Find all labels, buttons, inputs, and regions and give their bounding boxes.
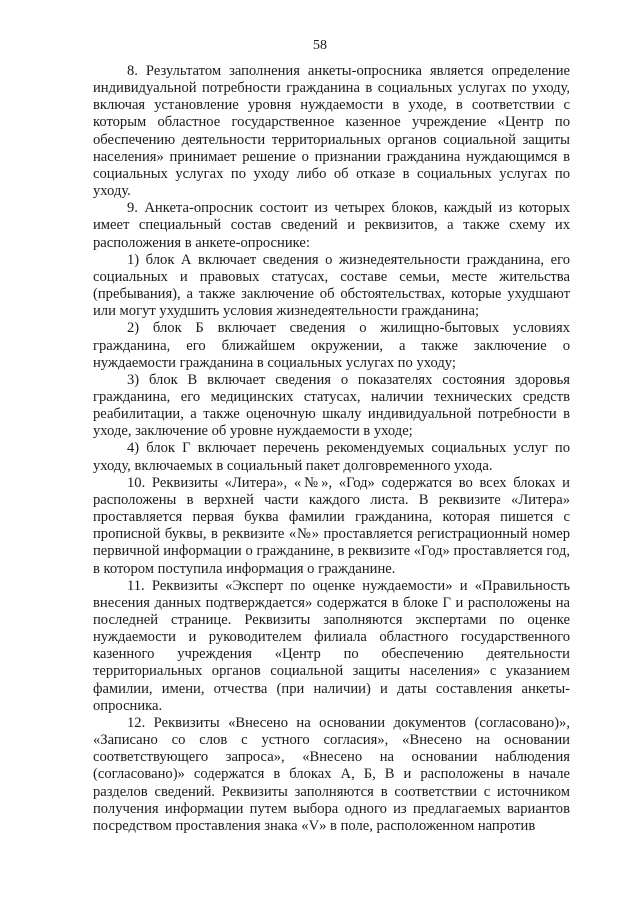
paragraph-8: 8. Результатом заполнения анкеты-опросника является определение индивидуальной потребности гражданина в социальных услугах по уходу, включая установление уровня нуждаемости в уходе, в соответствии с которым областное государственное казенное учреждение «Центр по обеспечению деятельности территориальных органов социальной защиты населения» принимает решение о признании гражданина нуждающимся в социальных услугах по уходу либо об отказе в социальных услугах по уходу. bbox=[93, 63, 570, 200]
list-item-block-b: 2) блок Б включает сведения о жилищно-бытовых условиях гражданина, его ближайшем окружении, а также заключение о нуждаемости гражданина в социальных услугах по уходу; bbox=[93, 320, 570, 371]
list-item-block-v: 3) блок В включает сведения о показателях состояния здоровья гражданина, его медицинских статусах, наличии технических средств реабилитации, а также оценочную шкалу индивидуальной потребности в уходе, заключение об уровне нуждаемости в уходе; bbox=[93, 371, 570, 440]
list-item-block-g: 4) блок Г включает перечень рекомендуемых социальных услуг по уходу, включаемых в социальный пакет долговременного ухода. bbox=[93, 440, 570, 474]
paragraph-11: 11. Реквизиты «Эксперт по оценке нуждаемости» и «Правильность внесения данных подтверждается» содержатся в блоке Г и расположены на последней странице. Реквизиты заполняются экспертами по оценке нуждаемости и руководителем филиала областного государственного казенного учреждения «Центр по обеспечению деятельности территориальных органов социальной защиты населения» с указанием фамилии, имени, отчества (при наличии) и даты составления анкеты-опросника. bbox=[93, 577, 570, 714]
page-number: 58 bbox=[313, 38, 327, 53]
document-body bbox=[93, 63, 570, 835]
paragraph-9: 9. Анкета-опросник состоит из четырех блоков, каждый из которых имеет специальный состав сведений и реквизитов, а также схему их расположения в анкете-опроснике: bbox=[93, 200, 570, 251]
list-item-block-a: 1) блок А включает сведения о жизнедеятельности гражданина, его социальных и правовых статусах, составе семьи, месте жительства (пребывания), а также заключение об обстоятельствах, которые ухудшают или могут ухудшить условия жизнедеятельности гражданина; bbox=[93, 251, 570, 320]
paragraph-12: 12. Реквизиты «Внесено на основании документов (согласовано)», «Записано со слов с устного согласия», «Внесено на основании соответствующего запроса», «Внесено на основании наблюдения (согласовано)» содержатся в блоках А, Б, В и расположены в начале разделов сведений. Реквизиты заполняются в соответствии с источником получения информации путем выбора одного из предлагаемых вариантов посредством проставления знака «V» в поле, расположенном напротив bbox=[93, 714, 570, 834]
paragraph-10: 10. Реквизиты «Литера», «№», «Год» содержатся во всех блоках и расположены в верхней части каждого листа. В реквизите «Литера» проставляется первая буква фамилии гражданина, которая пишется с прописной буквы, в реквизите «№» проставляется регистрационный номер первичной информации о гражданине, в реквизите «Год» проставляется год, в котором поступила информация о гражданине. bbox=[93, 474, 570, 577]
